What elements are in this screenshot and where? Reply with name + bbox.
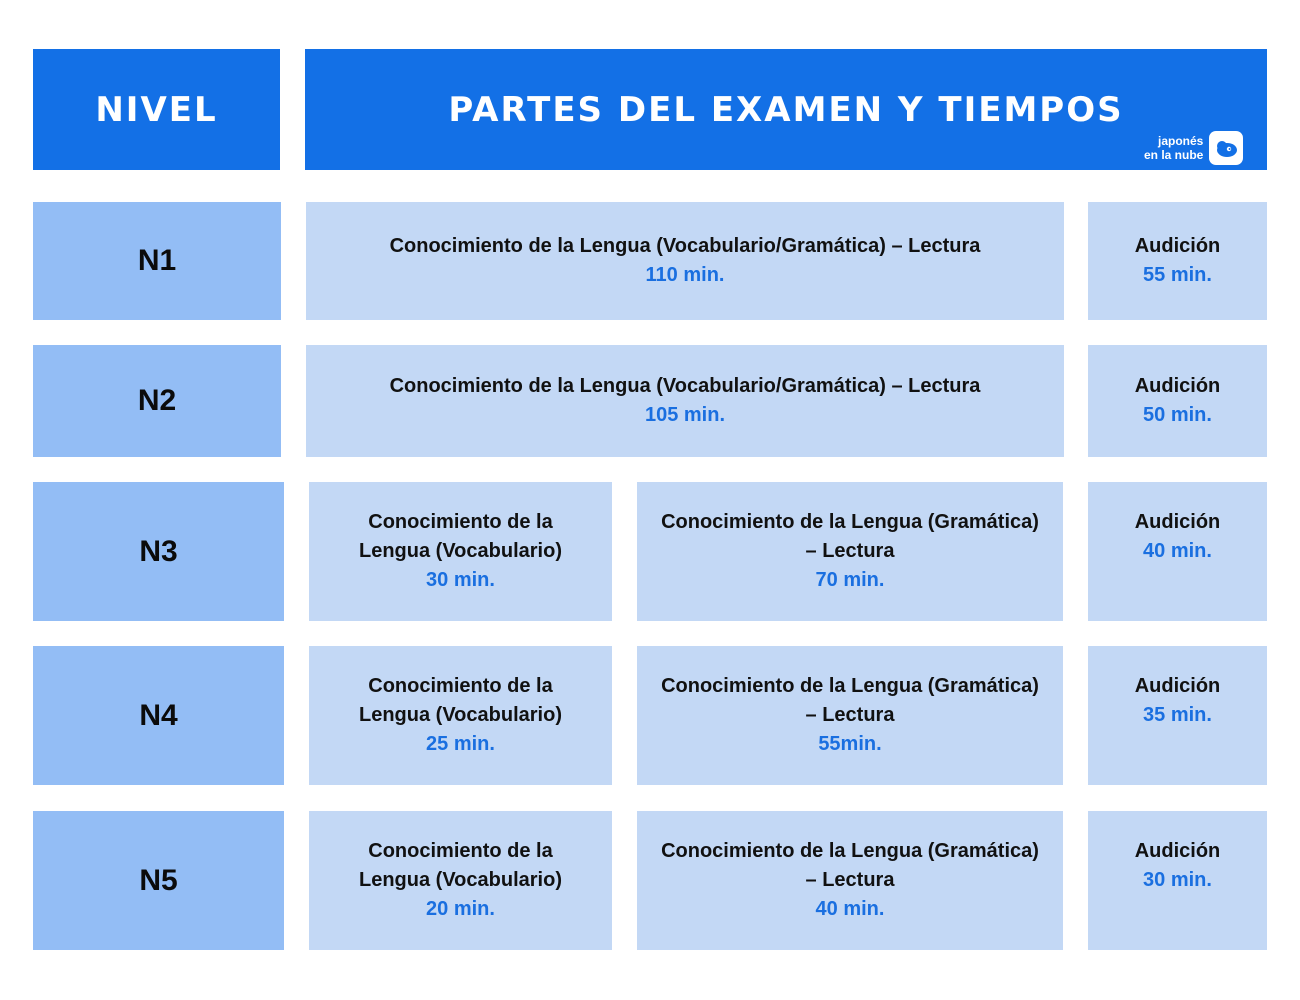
part-name-line1: Conocimiento de la Lengua (Gramática) — [661, 840, 1039, 862]
level-cell-n4 — [33, 646, 284, 785]
part-cell-vocabulary — [309, 811, 612, 950]
part-time: 40 min. — [815, 898, 885, 920]
part-name: Audición — [1134, 511, 1221, 533]
level-label: N1 — [137, 244, 177, 277]
part-name: Audición — [1134, 675, 1221, 697]
part-name-line2: Lengua (Vocabulario) — [359, 869, 562, 891]
part-name-line1: Conocimiento de la — [368, 840, 553, 862]
part-name-line1: Conocimiento de la Lengua (Gramática) — [661, 511, 1039, 533]
part-name-line2: Lengua (Vocabulario) — [359, 540, 562, 562]
part-name-line1: Conocimiento de la — [368, 675, 553, 697]
part-name-line1: Conocimiento de la — [368, 511, 553, 533]
cloud-face-icon — [1209, 131, 1243, 165]
part-time: 55min. — [818, 733, 882, 755]
parts-header-label: PARTES DEL EXAMEN Y TIEMPOS — [448, 89, 1124, 130]
part-time: 50 min. — [1143, 404, 1212, 426]
brand-logo — [1144, 131, 1243, 165]
part-name-line2: – Lectura — [805, 540, 895, 562]
level-label: N5 — [139, 863, 178, 897]
part-time: 70 min. — [815, 569, 885, 591]
level-header — [33, 49, 280, 170]
part-time: 25 min. — [426, 733, 495, 755]
part-cell-grammar-reading — [637, 811, 1063, 950]
brand-name-line2: en la nube — [1144, 148, 1204, 162]
part-name: Conocimiento de la Lengua (Vocabulario/Gramática) – Lectura — [389, 375, 981, 397]
part-cell-language-reading — [306, 345, 1064, 457]
brand-name-line1: japonés — [1157, 134, 1204, 148]
part-time: 35 min. — [1143, 704, 1212, 726]
part-cell-grammar-reading — [637, 482, 1063, 621]
part-time: 20 min. — [426, 898, 495, 920]
part-cell-vocabulary — [309, 646, 612, 785]
level-label: N4 — [139, 698, 178, 732]
part-cell-listening — [1088, 202, 1267, 320]
brand-name — [1144, 134, 1203, 162]
part-cell-listening — [1088, 811, 1267, 950]
level-cell-n2 — [33, 345, 281, 457]
part-name-line2: – Lectura — [805, 704, 895, 726]
part-cell-vocabulary — [309, 482, 612, 621]
part-name: Audición — [1134, 235, 1221, 257]
part-name: Conocimiento de la Lengua (Vocabulario/Gramática) – Lectura — [389, 235, 981, 257]
part-cell-listening — [1088, 482, 1267, 621]
level-cell-n5 — [33, 811, 284, 950]
level-label: N2 — [137, 384, 177, 417]
part-time: 105 min. — [644, 404, 726, 426]
part-cell-grammar-reading — [637, 646, 1063, 785]
part-name-line2: Lengua (Vocabulario) — [359, 704, 562, 726]
part-name-line1: Conocimiento de la Lengua (Gramática) — [661, 675, 1039, 697]
part-name-line2: – Lectura — [805, 869, 895, 891]
part-time: 110 min. — [645, 264, 725, 286]
part-time: 40 min. — [1143, 540, 1212, 562]
part-cell-listening — [1088, 646, 1267, 785]
level-label: N3 — [139, 534, 178, 568]
level-cell-n3 — [33, 482, 284, 621]
level-header-label: NIVEL — [95, 89, 218, 130]
part-name: Audición — [1134, 840, 1221, 862]
part-cell-language-reading — [306, 202, 1064, 320]
part-time: 55 min. — [1143, 264, 1212, 286]
part-name: Audición — [1134, 375, 1221, 397]
part-cell-listening — [1088, 345, 1267, 457]
part-time: 30 min. — [1143, 869, 1212, 891]
parts-header — [305, 49, 1267, 170]
level-cell-n1 — [33, 202, 281, 320]
part-time: 30 min. — [426, 569, 495, 591]
